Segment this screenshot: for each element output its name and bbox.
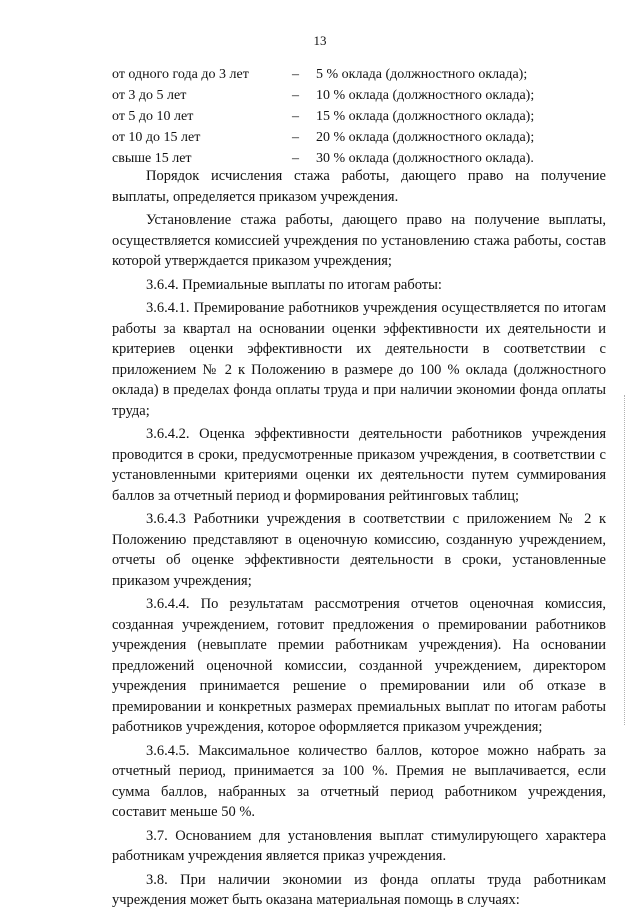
section-3-6-4-3: 3.6.4.3 Работники учреждения в соответствии с приложением № 2 к Положению представляют в оценочную комиссию, созданную учреждением, отчеты об оценке эффективности деятельности в сроки, установленные приказом учреждения; <box>112 511 606 589</box>
rate-value: 20 % оклада (должностного оклада); <box>316 130 535 145</box>
section-3-7: 3.7. Основанием для установления выплат стимулирующего характера работникам учреждения является приказ учреждения. <box>112 827 606 864</box>
rate-value: 5 % оклада (должностного оклада); <box>316 67 528 82</box>
rate-period: от 10 до 15 лет <box>112 130 201 145</box>
rate-period: от одного года до 3 лет <box>112 67 249 82</box>
section-3-6-4-5: 3.6.4.5. Максимальное количество баллов, которое можно набрать за отчетный период, принимается за 100 %. Премия не выплачивается, если сумма баллов, набранных за отчетный период работником учреждения, составит меньше 50 %. <box>112 742 606 820</box>
rate-row <box>112 106 572 127</box>
section-3-6-4-1: 3.6.4.1. Премирование работников учреждения осуществляется по итогам работы за квартал на основании оценки эффективности их деятельности и критериев оценки эффективности их деятельности в соответствии с приложением № 2 к Положению в размере до 100 % оклада (должностного оклада) в пределах фонда оплаты труда и при наличии экономии фонда оплаты труда; <box>112 300 606 419</box>
rate-value: 10 % оклада (должностного оклада); <box>316 88 535 103</box>
rate-period: от 3 до 5 лет <box>112 88 187 103</box>
rate-dash: – <box>292 109 299 124</box>
rate-row <box>112 127 572 148</box>
rate-period: свыше 15 лет <box>112 151 192 166</box>
paragraph-seniority-commission: Установление стажа работы, дающего право на получение выплаты, осуществляется комиссией учреждения по установлению стажа работы, состав которой утверждается приказом учреждения; <box>112 212 606 269</box>
rate-dash: – <box>292 151 299 166</box>
section-3-6-4-2: 3.6.4.2. Оценка эффективности деятельности работников учреждения проводится в сроки, предусмотренные приказом учреждения, в соответствии с установленными критериями оценки их деятельности путем суммирования баллов за отчетный период и формирования рейтинговых таблиц; <box>112 426 606 504</box>
rate-dash: – <box>292 67 299 82</box>
page-number: 13 <box>313 33 327 48</box>
rate-dash: – <box>292 130 299 145</box>
seniority-rates-list <box>112 64 572 169</box>
scan-margin-marks <box>624 395 629 725</box>
rate-value: 30 % оклада (должностного оклада). <box>316 151 534 166</box>
document-body <box>112 166 606 914</box>
rate-row <box>112 64 572 85</box>
section-3-6-4-heading: 3.6.4. Премиальные выплаты по итогам работы: <box>146 276 442 293</box>
rate-period: от 5 до 10 лет <box>112 109 194 124</box>
section-3-8: 3.8. При наличии экономии из фонда оплаты труда работникам учреждения может быть оказана материальная помощь в случаях: <box>112 871 606 908</box>
section-3-6-4-4: 3.6.4.4. По результатам рассмотрения отчетов оценочная комиссия, созданная учреждением, готовит предложения о премировании работников учреждения (невыплате премии работникам учреждения). На основании предложений оценочной комиссии, созданной учреждением, директором учреждения принимается решение о премировании или об отказе в премировании и конкретных размерах премиальных выплат по итогам работы работников учреждения, которое оформляется приказом учреждения; <box>112 596 606 735</box>
rate-value: 15 % оклада (должностного оклада); <box>316 109 535 124</box>
rate-row <box>112 85 572 106</box>
rate-dash: – <box>292 88 299 103</box>
paragraph-seniority-order: Порядок исчисления стажа работы, дающего право на получение выплаты, определяется приказом учреждения. <box>112 168 606 205</box>
